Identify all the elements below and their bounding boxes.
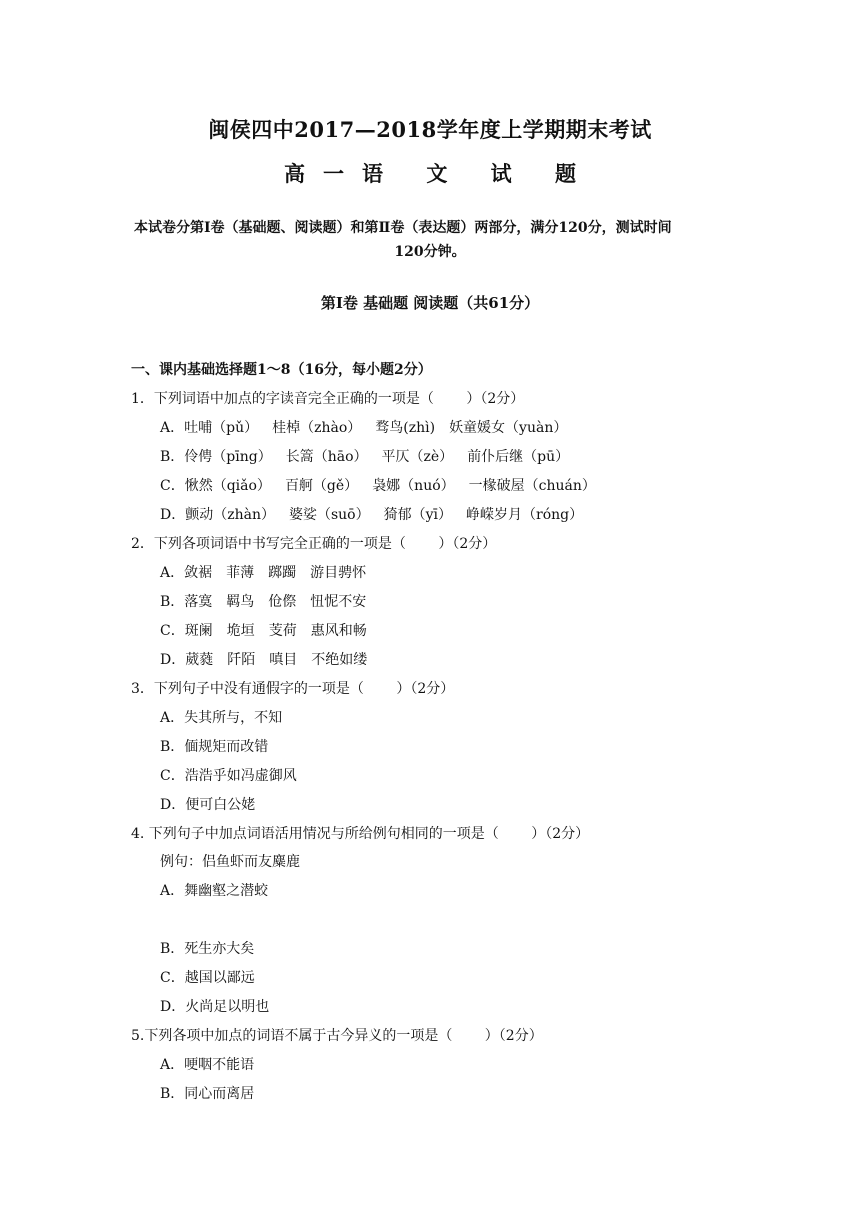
intro-line-1: 本试卷分第Ⅰ卷（基础题、阅读题）和第Ⅱ卷（表达题）两部分，满分120分，测试时间	[134, 220, 672, 236]
q2-a-1: A．敛裾	[160, 565, 213, 581]
q1-a-1: A．吐哺（pǔ）	[160, 420, 259, 436]
q1-d-2: 婆娑（suō）	[288, 507, 370, 523]
q4-option-c: C．越国以鄙远	[160, 970, 255, 986]
q1-a-2: 桂棹（zhào）	[272, 420, 362, 436]
q1-option-a	[160, 418, 581, 438]
q5-option-a: A．哽咽不能语	[160, 1057, 255, 1073]
q1-a-3: 骛鸟(zhì)	[375, 420, 436, 436]
q2-stem: 2．下列各项词语中书写完全正确的一项是（ ）（2分）	[131, 536, 497, 552]
q3-option-a: A．失其所与，不知	[160, 710, 283, 726]
q4-stem: 4. 下列句子中加点词语活用情况与所给例句相同的一项是（ ）（2分）	[131, 826, 590, 842]
q4-option-b: B．死生亦大矣	[160, 941, 255, 957]
part1-heading: 一、课内基础选择题1～8（16分，每小题2分）	[131, 362, 432, 378]
q1-a-4: 妖童媛女（yuàn）	[449, 420, 568, 436]
q2-c-2: 垝垣	[226, 623, 255, 639]
q2-c-1: C．斑阑	[160, 623, 213, 639]
q2-option-b	[160, 592, 380, 612]
q2-option-a	[160, 563, 380, 583]
section-title: 第Ⅰ卷 基础题 阅读题（共61分）	[320, 294, 540, 312]
q5-stem: 5.下列各项中加点的词语不属于古今异义的一项是（ ）（2分）	[131, 1028, 543, 1044]
q3-option-c: C．浩浩乎如冯虚御风	[160, 768, 297, 784]
q1-b-2: 长篙（hāo）	[285, 449, 368, 465]
q4-example: 例句：侣鱼虾而友麋鹿	[160, 854, 300, 870]
q1-c-3: 袅娜（nuó）	[372, 478, 455, 494]
q2-option-c	[160, 621, 381, 641]
q2-a-2: 菲薄	[226, 565, 255, 581]
q2-c-3: 芰荷	[268, 623, 297, 639]
q2-b-4: 忸怩不安	[310, 594, 367, 610]
q2-option-d	[160, 650, 381, 670]
q2-d-4: 不绝如缕	[311, 652, 368, 668]
q2-b-1: B．落寞	[160, 594, 213, 610]
q1-option-c	[160, 476, 610, 496]
q3-option-d: D．便可白公姥	[160, 797, 256, 813]
q1-option-d	[160, 505, 597, 525]
q2-d-3: 嗔目	[269, 652, 298, 668]
q2-b-2: 羁鸟	[226, 594, 255, 610]
q1-c-4: 一椽破屋（chuán）	[468, 478, 596, 494]
q4-option-a: A．舞幽壑之潜蛟	[160, 883, 269, 899]
q2-b-3: 伧傺	[268, 594, 297, 610]
intro-line-2: 120分钟。	[394, 244, 466, 260]
q2-d-1: D．葳蕤	[160, 652, 214, 668]
q4-option-d: D．火尚足以明也	[160, 999, 270, 1015]
q1-b-3: 平仄（zè）	[381, 449, 454, 465]
q1-d-1: D．颤动（zhàn）	[160, 507, 275, 523]
q1-stem: 1．下列词语中加点的字读音完全正确的一项是（ ）（2分）	[131, 391, 525, 407]
q1-c-1: C．愀然（qiǎo）	[160, 478, 271, 494]
exam-subtitle: 高一语 文 试 题	[284, 161, 594, 186]
q2-a-4: 游目骋怀	[310, 565, 367, 581]
q2-a-3: 踯躅	[268, 565, 297, 581]
q1-d-3: 猗郁（yī）	[383, 507, 453, 523]
q5-option-b: B．同心而离居	[160, 1086, 255, 1102]
q2-c-4: 惠风和畅	[310, 623, 367, 639]
q1-option-b	[160, 447, 583, 467]
q3-stem: 3．下列句子中没有通假字的一项是（ ）（2分）	[131, 681, 455, 697]
q3-option-b: B．偭规矩而改错	[160, 739, 269, 755]
q1-c-2: 百舸（gě）	[284, 478, 359, 494]
q2-d-2: 阡陌	[227, 652, 256, 668]
q1-b-4: 前仆后继（pū）	[467, 449, 570, 465]
q1-b-1: B．伶俜（pīng）	[160, 449, 272, 465]
q1-d-4: 峥嵘岁月（róng）	[466, 507, 584, 523]
exam-title: 闽侯四中2017—2018学年度上学期期末考试	[208, 117, 652, 142]
